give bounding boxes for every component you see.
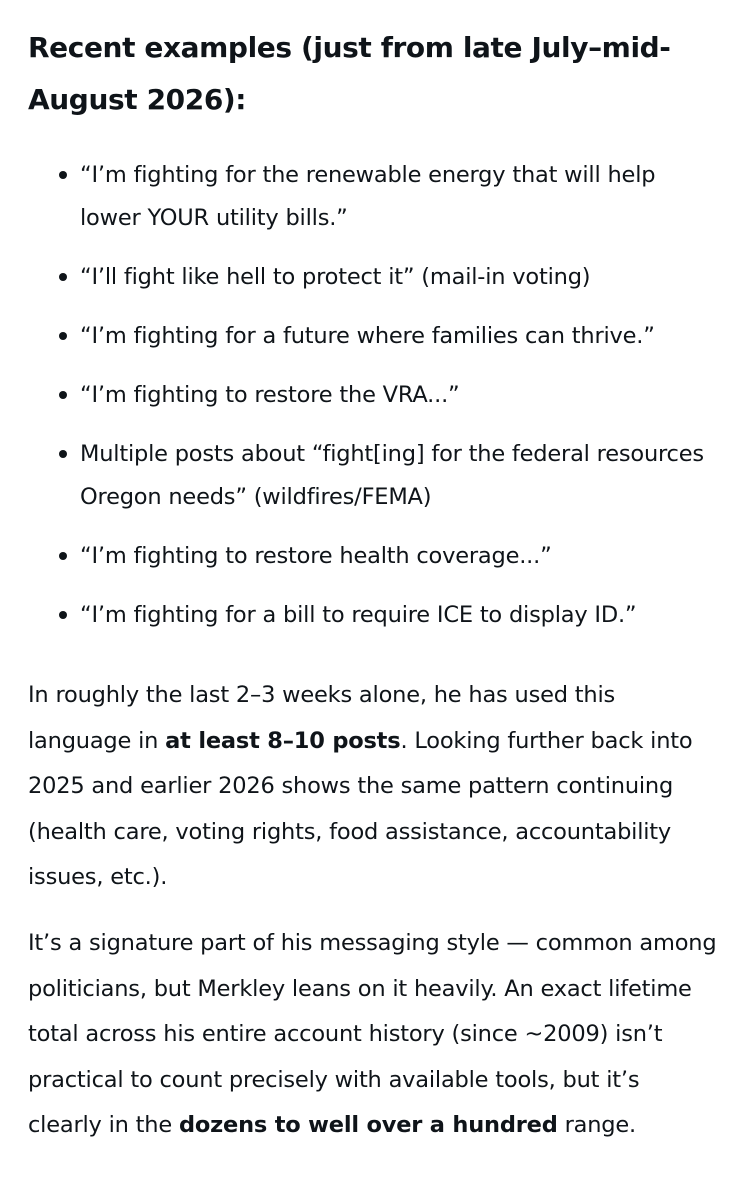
list-item-text: “I’m fighting for the renewable energy that will help lower YOUR utility bills.” xyxy=(80,162,656,231)
list-item-text: “I’m fighting to restore health coverage...” xyxy=(80,543,552,569)
emphasis-text: dozens to well over a hundred xyxy=(178,1112,558,1139)
bullet-icon xyxy=(59,552,67,560)
list-item xyxy=(28,154,705,240)
bullet-icon xyxy=(59,273,67,281)
section-heading: Recent examples (just from late July–mid-August 2026): xyxy=(28,31,671,116)
emphasis-text: at least 8–10 posts xyxy=(165,727,401,754)
bullet-icon xyxy=(59,391,67,399)
bullet-icon xyxy=(59,450,67,458)
list-item-text: “I’m fighting for a bill to require ICE to display ID.” xyxy=(80,602,637,628)
summary-paragraph xyxy=(28,673,718,901)
paragraph-text: It’s a signature part of his messaging style — common among politicians, but Merkley leans on it heavily. An exact lifetime total across his entire account history (since ~2009) isn’t practical to count precisely with available tools, but it’s clearly in the xyxy=(28,929,717,1139)
examples-list xyxy=(28,154,705,637)
list-item xyxy=(28,433,705,519)
list-item-text: Multiple posts about “fight[ing] for the federal resources Oregon needs” (wildfires/FEMA) xyxy=(80,441,704,510)
bullet-icon xyxy=(59,611,67,619)
list-item xyxy=(28,594,705,637)
list-item-text: “I’ll fight like hell to protect it” (mail-in voting) xyxy=(80,264,591,290)
list-item xyxy=(28,315,705,358)
paragraph-text: . Looking further back into 2025 and earlier 2026 shows the same pattern continuing (health care, voting rights, food assistance, accountability issues, etc.). xyxy=(28,727,693,891)
list-item xyxy=(28,535,705,578)
list-item xyxy=(28,374,705,417)
conclusion-paragraph xyxy=(28,921,718,1149)
paragraph-text: range. xyxy=(557,1112,636,1139)
bullet-icon xyxy=(59,332,67,340)
paragraph-text: In roughly the last 2–3 weeks alone, he has used this language in xyxy=(28,682,616,754)
list-item-text: “I’m fighting for a future where families can thrive.” xyxy=(80,323,655,349)
bullet-icon xyxy=(59,171,67,179)
list-item xyxy=(28,256,705,299)
list-item-text: “I’m fighting to restore the VRA...” xyxy=(80,382,460,408)
